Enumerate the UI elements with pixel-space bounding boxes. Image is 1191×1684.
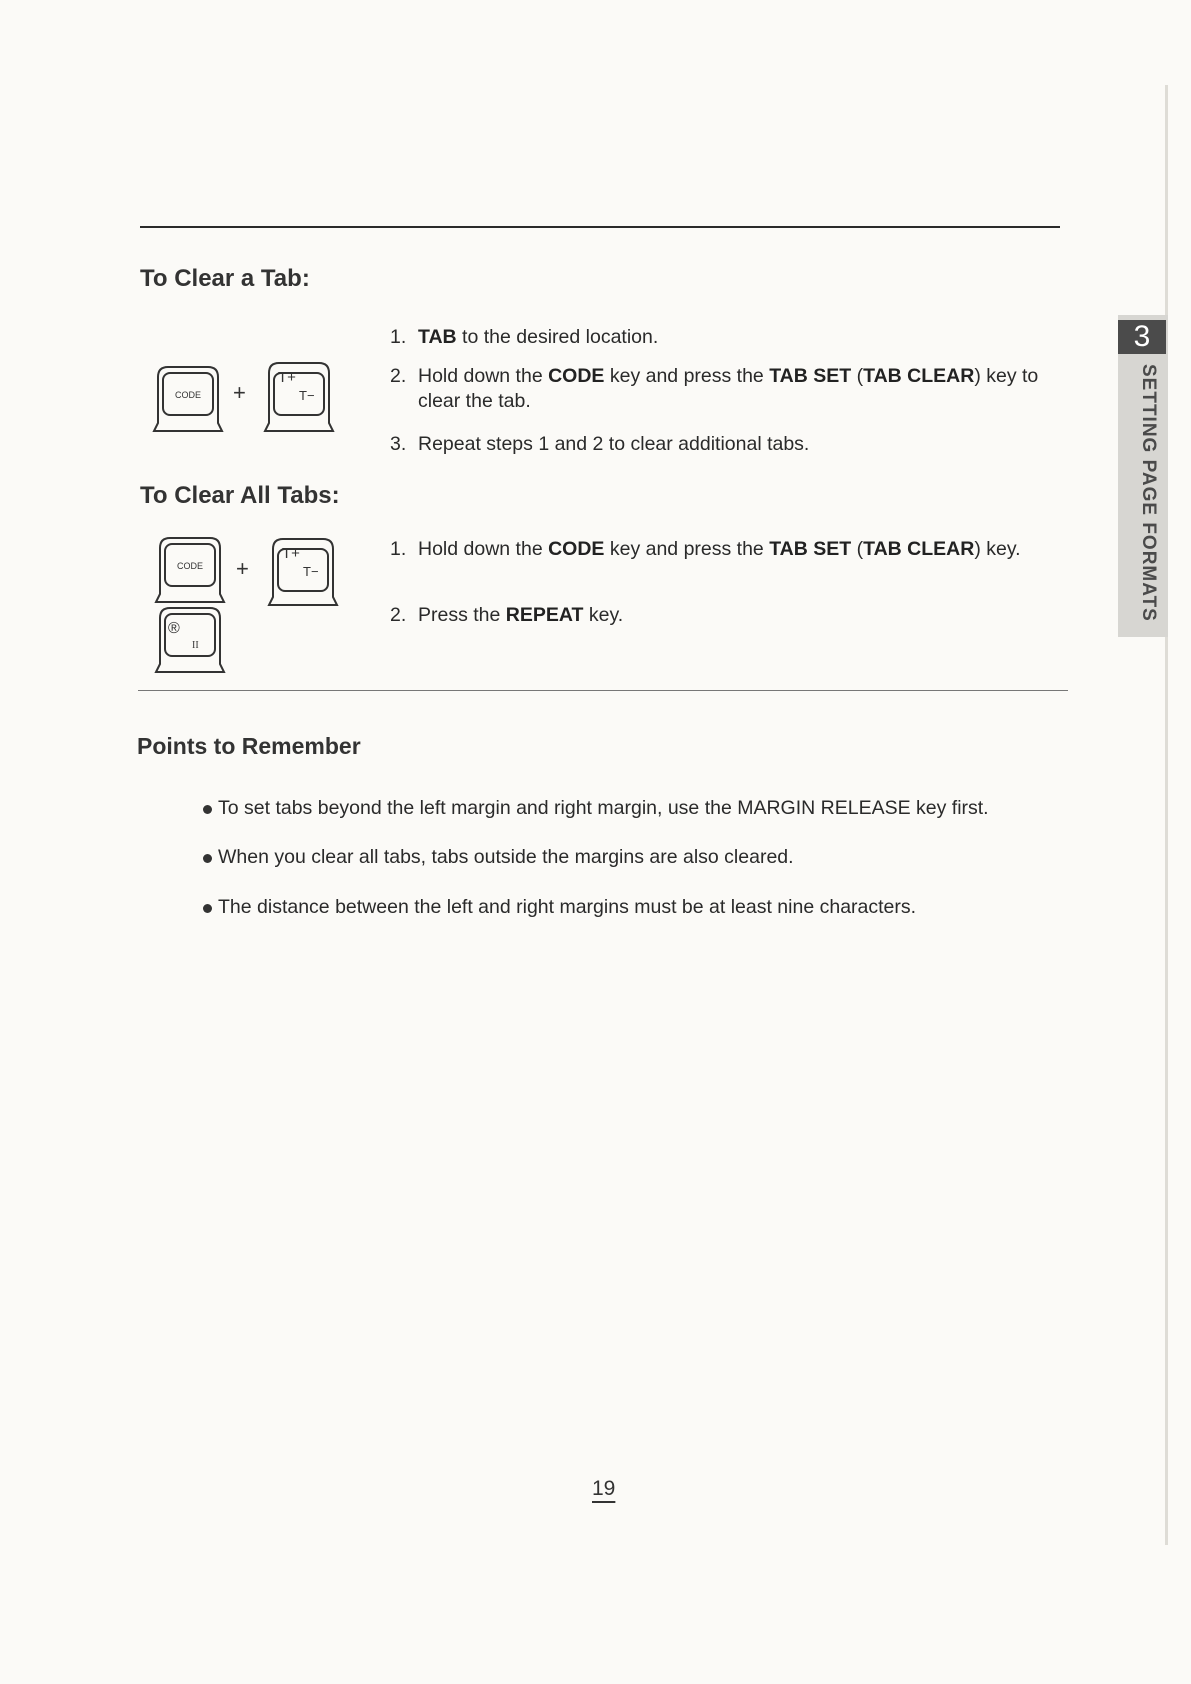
bullet-icon <box>203 805 212 814</box>
section-divider <box>138 690 1068 691</box>
top-rule <box>140 226 1060 228</box>
tab-set-key-icon <box>261 361 337 433</box>
clear-tab-step-3: 3. Repeat steps 1 and 2 to clear additional tabs. <box>390 433 810 455</box>
clear-all-heading: To Clear All Tabs: <box>140 482 340 509</box>
page-number: 19 <box>592 1477 616 1500</box>
plus-sign: + <box>236 556 249 581</box>
points-heading: Points to Remember <box>137 733 361 759</box>
code-key-icon <box>150 365 226 433</box>
bullet-icon <box>203 904 212 913</box>
plus-sign: + <box>233 380 246 405</box>
repeat-key-icon <box>152 606 228 674</box>
clear-tab-step-2: 2. Hold down the CODE key and press the TAB SET (TAB CLEAR) key to clear the tab. <box>390 365 1039 412</box>
repeat-key-bottom-label: II <box>192 640 199 651</box>
code-key-icon <box>152 536 228 604</box>
point-item: The distance between the left and right margins must be at least nine characters. <box>218 896 916 919</box>
bullet-icon <box>203 854 212 863</box>
point-item: To set tabs beyond the left margin and right margin, use the MARGIN RELEASE key first. <box>218 797 989 820</box>
page-edge-line <box>1165 85 1168 1545</box>
tab-key-top-label: T+ <box>282 545 300 562</box>
clear-all-step-1: 1. Hold down the CODE key and press the TAB SET (TAB CLEAR) key. <box>390 538 1021 560</box>
tab-key-bottom-label: T− <box>303 564 319 579</box>
code-key-label: CODE <box>174 390 202 400</box>
clear-all-step-2: 2. Press the REPEAT key. <box>390 604 624 626</box>
clear-tab-heading: To Clear a Tab: <box>140 265 310 292</box>
repeat-key-top-label: ® <box>168 620 180 637</box>
tab-set-key-icon <box>265 537 341 607</box>
chapter-title: SETTING PAGE FORMATS <box>1138 364 1159 622</box>
chapter-number: 3 <box>1118 320 1166 354</box>
code-key-label: CODE <box>176 561 204 571</box>
tab-key-top-label: T+ <box>278 369 296 386</box>
clear-tab-step-1: 1. TAB to the desired location. <box>390 326 659 348</box>
point-item: When you clear all tabs, tabs outside the margins are also cleared. <box>218 846 794 869</box>
tab-key-bottom-label: T− <box>299 388 315 403</box>
